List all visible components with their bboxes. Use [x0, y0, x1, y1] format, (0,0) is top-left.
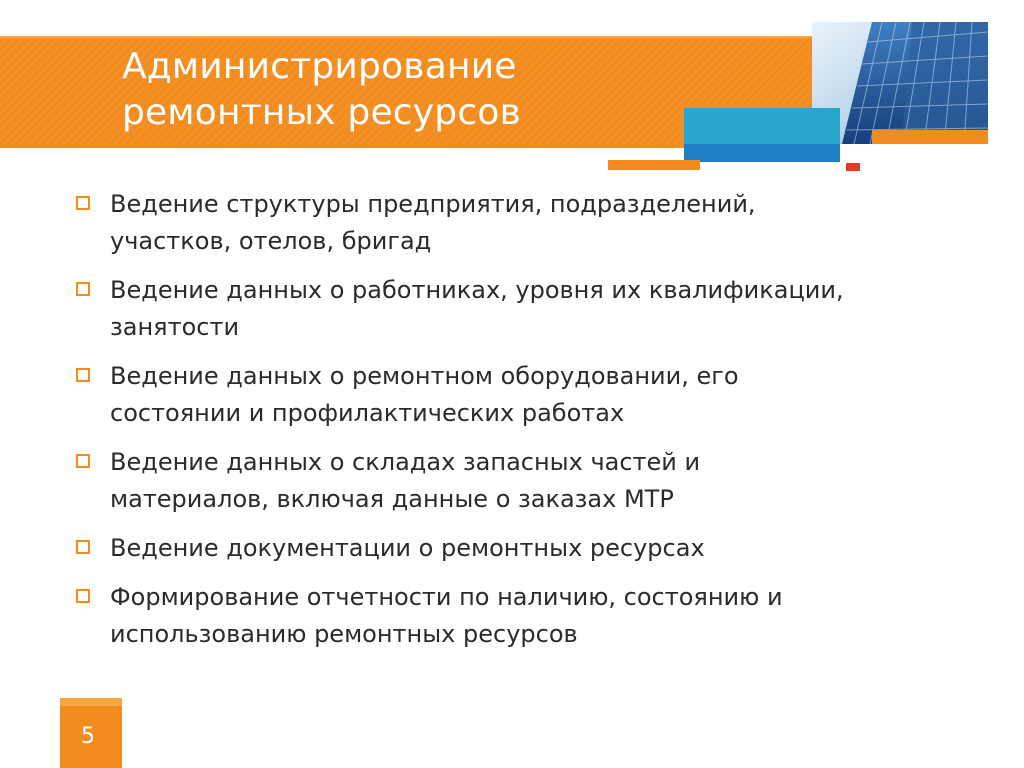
decor-orange-bar	[608, 160, 700, 170]
square-outline-icon	[76, 454, 90, 468]
bullet-text-line1: Формирование отчетности по наличию, состоянию и	[110, 583, 783, 611]
square-outline-icon	[76, 196, 90, 210]
bullet-text-line2: занятости	[110, 313, 240, 341]
bullet-item	[76, 358, 976, 432]
bullet-text-line2: участков, отелов, бригад	[110, 227, 432, 255]
bullet-item	[76, 530, 976, 567]
decor-blue-block	[684, 144, 840, 162]
bullet-list	[76, 186, 976, 665]
bullet-text-line1: Ведение структуры предприятия, подразделений,	[110, 190, 756, 218]
square-outline-icon	[76, 589, 90, 603]
decor-orange-bar-right	[872, 130, 988, 144]
slide-title-line2: ремонтных ресурсов	[122, 92, 521, 133]
bullet-text-line2: использованию ремонтных ресурсов	[110, 620, 578, 648]
slide-title	[122, 44, 802, 136]
bullet-item	[76, 579, 976, 653]
slide-title-line1: Администрирование	[122, 46, 517, 87]
page-number-tab-edge	[60, 698, 122, 706]
bullet-item	[76, 272, 976, 346]
bullet-text-line1: Ведение документации о ремонтных ресурсах	[110, 534, 705, 562]
bullet-text-line1: Ведение данных о складах запасных частей и	[110, 448, 701, 476]
bullet-text-line1: Ведение данных о работниках, уровня их квалификации,	[110, 276, 844, 304]
title-band-edge	[0, 36, 812, 38]
bullet-item	[76, 444, 976, 518]
decor-red-square	[846, 163, 860, 171]
bullet-item	[76, 186, 976, 260]
bullet-text-line2: материалов, включая данные о заказах МТР	[110, 485, 674, 513]
square-outline-icon	[76, 540, 90, 554]
square-outline-icon	[76, 368, 90, 382]
page-number: 5	[81, 724, 95, 749]
bullet-text-line1: Ведение данных о ремонтном оборудовании, его	[110, 362, 739, 390]
bullet-text-line2: состоянии и профилактических работах	[110, 399, 625, 427]
decor-strip-top	[608, 20, 808, 36]
square-outline-icon	[76, 282, 90, 296]
